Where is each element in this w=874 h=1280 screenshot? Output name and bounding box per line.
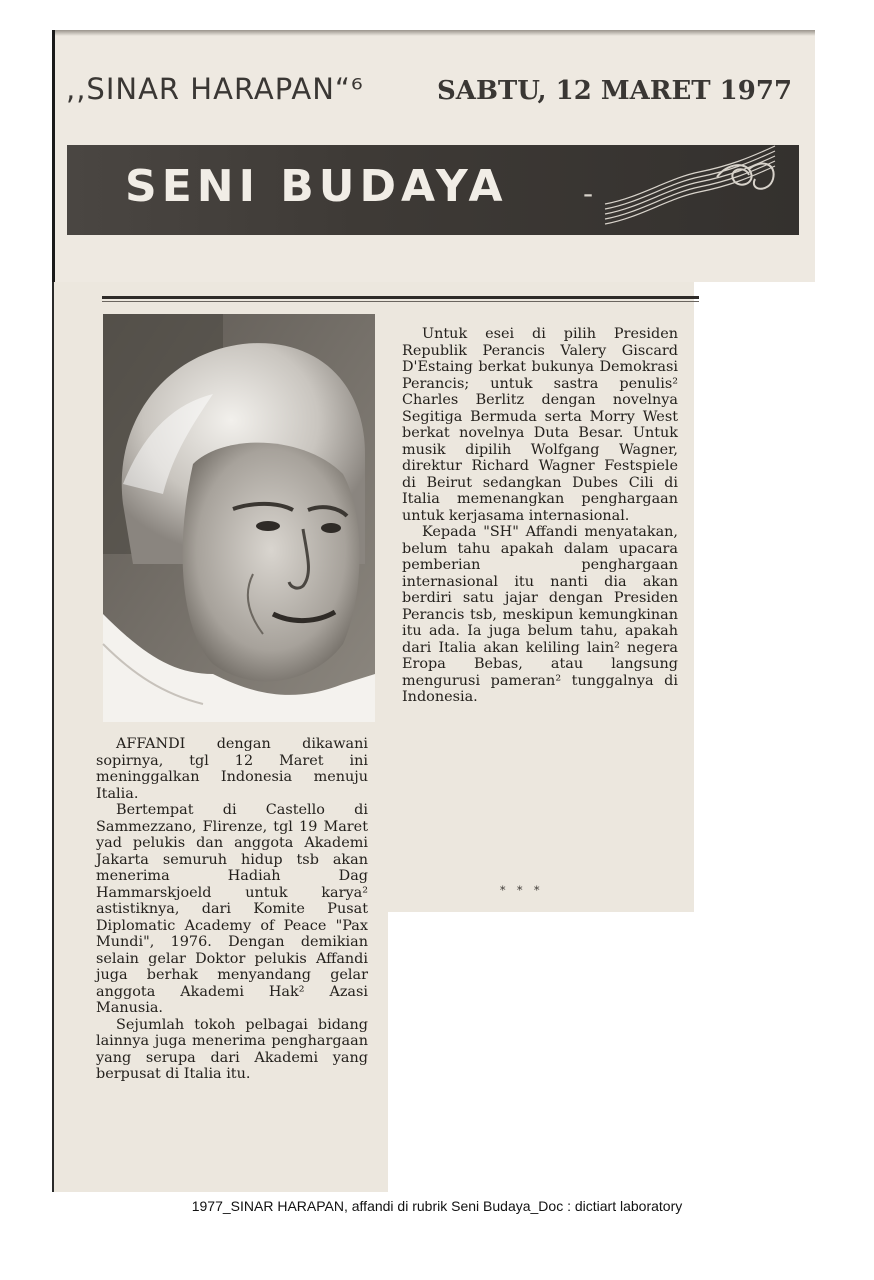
end-mark: * * * (500, 884, 544, 897)
affandi-portrait-photo (103, 314, 375, 722)
paragraph: Bertempat di Castello di Sammezzano, Flirenze, tgl 19 Maret yad pelukis dan anggota Akademi Jakarta semuruh hidup tsb akan menerima Hadiah Dag Hammarskjoeld untuk karya² astistiknya, dari Komite Pusat Diplomatic Academy of Peace "Pax Mundi", 1976. Dengan demikian selain gelar Doktor pelukis Affandi juga berhak menyandang gelar anggota Akademi Hak² Azasi Manusia. (96, 802, 368, 1016)
music-swirl-icon (583, 153, 789, 227)
section-title: SENI BUDAYA (125, 161, 508, 212)
top-rule-thin (102, 301, 699, 302)
section-banner (67, 145, 799, 235)
svg-text:-: - (583, 177, 594, 210)
document-caption: 1977_SINAR HARAPAN, affandi di rubrik Seni Budaya_Doc : dictiart laboratory (191, 1198, 683, 1214)
top-rule (102, 296, 699, 299)
issue-date: SABTU, 12 MARET 1977 (437, 76, 793, 106)
portrait-image (103, 314, 375, 722)
article-column-left (96, 736, 368, 1083)
paragraph: Untuk esei di pilih Presiden Republik Perancis Valery Giscard D'Estaing berkat bukunya Demokrasi Perancis; untuk sastra penulis² Charles Berlitz dengan novelnya Segitiga Bermuda serta Morry West berkat novelnya Duta Besar. Untuk musik dipilih Wolfgang Wagner, direktur Richard Wagner Festspiele di Beirut sedangkan Dubes Cili di Italia memenangkan penghargaan untuk kerjasama internasional. (402, 326, 678, 524)
paragraph: AFFANDI dengan dikawani sopirnya, tgl 12 Maret ini meninggalkan Indonesia menuju Italia. (96, 736, 368, 802)
paragraph: Kepada "SH" Affandi menyatakan, belum tahu apakah dalam upacara pemberian penghargaan internasional itu nanti dia akan berdiri satu jajar dengan Presiden Perancis tsb, meskipun kemungkinan itu ada. Ia juga belum tahu, apakah dari Italia akan keliling lain² negera Eropa Bebas, atau langsung mengurusi pameran² tunggalnya di Indonesia. (402, 524, 678, 705)
clipping-edge (52, 282, 54, 1192)
paragraph: Sejumlah tokoh pelbagai bidang lainnya juga menerima penghargaan yang serupa dari Akademi yang berpusat di Italia itu. (96, 1016, 368, 1082)
newspaper-name: ,,SINAR HARAPAN“⁶ (66, 72, 364, 106)
article-column-right (402, 326, 678, 706)
torn-edge (55, 30, 815, 36)
